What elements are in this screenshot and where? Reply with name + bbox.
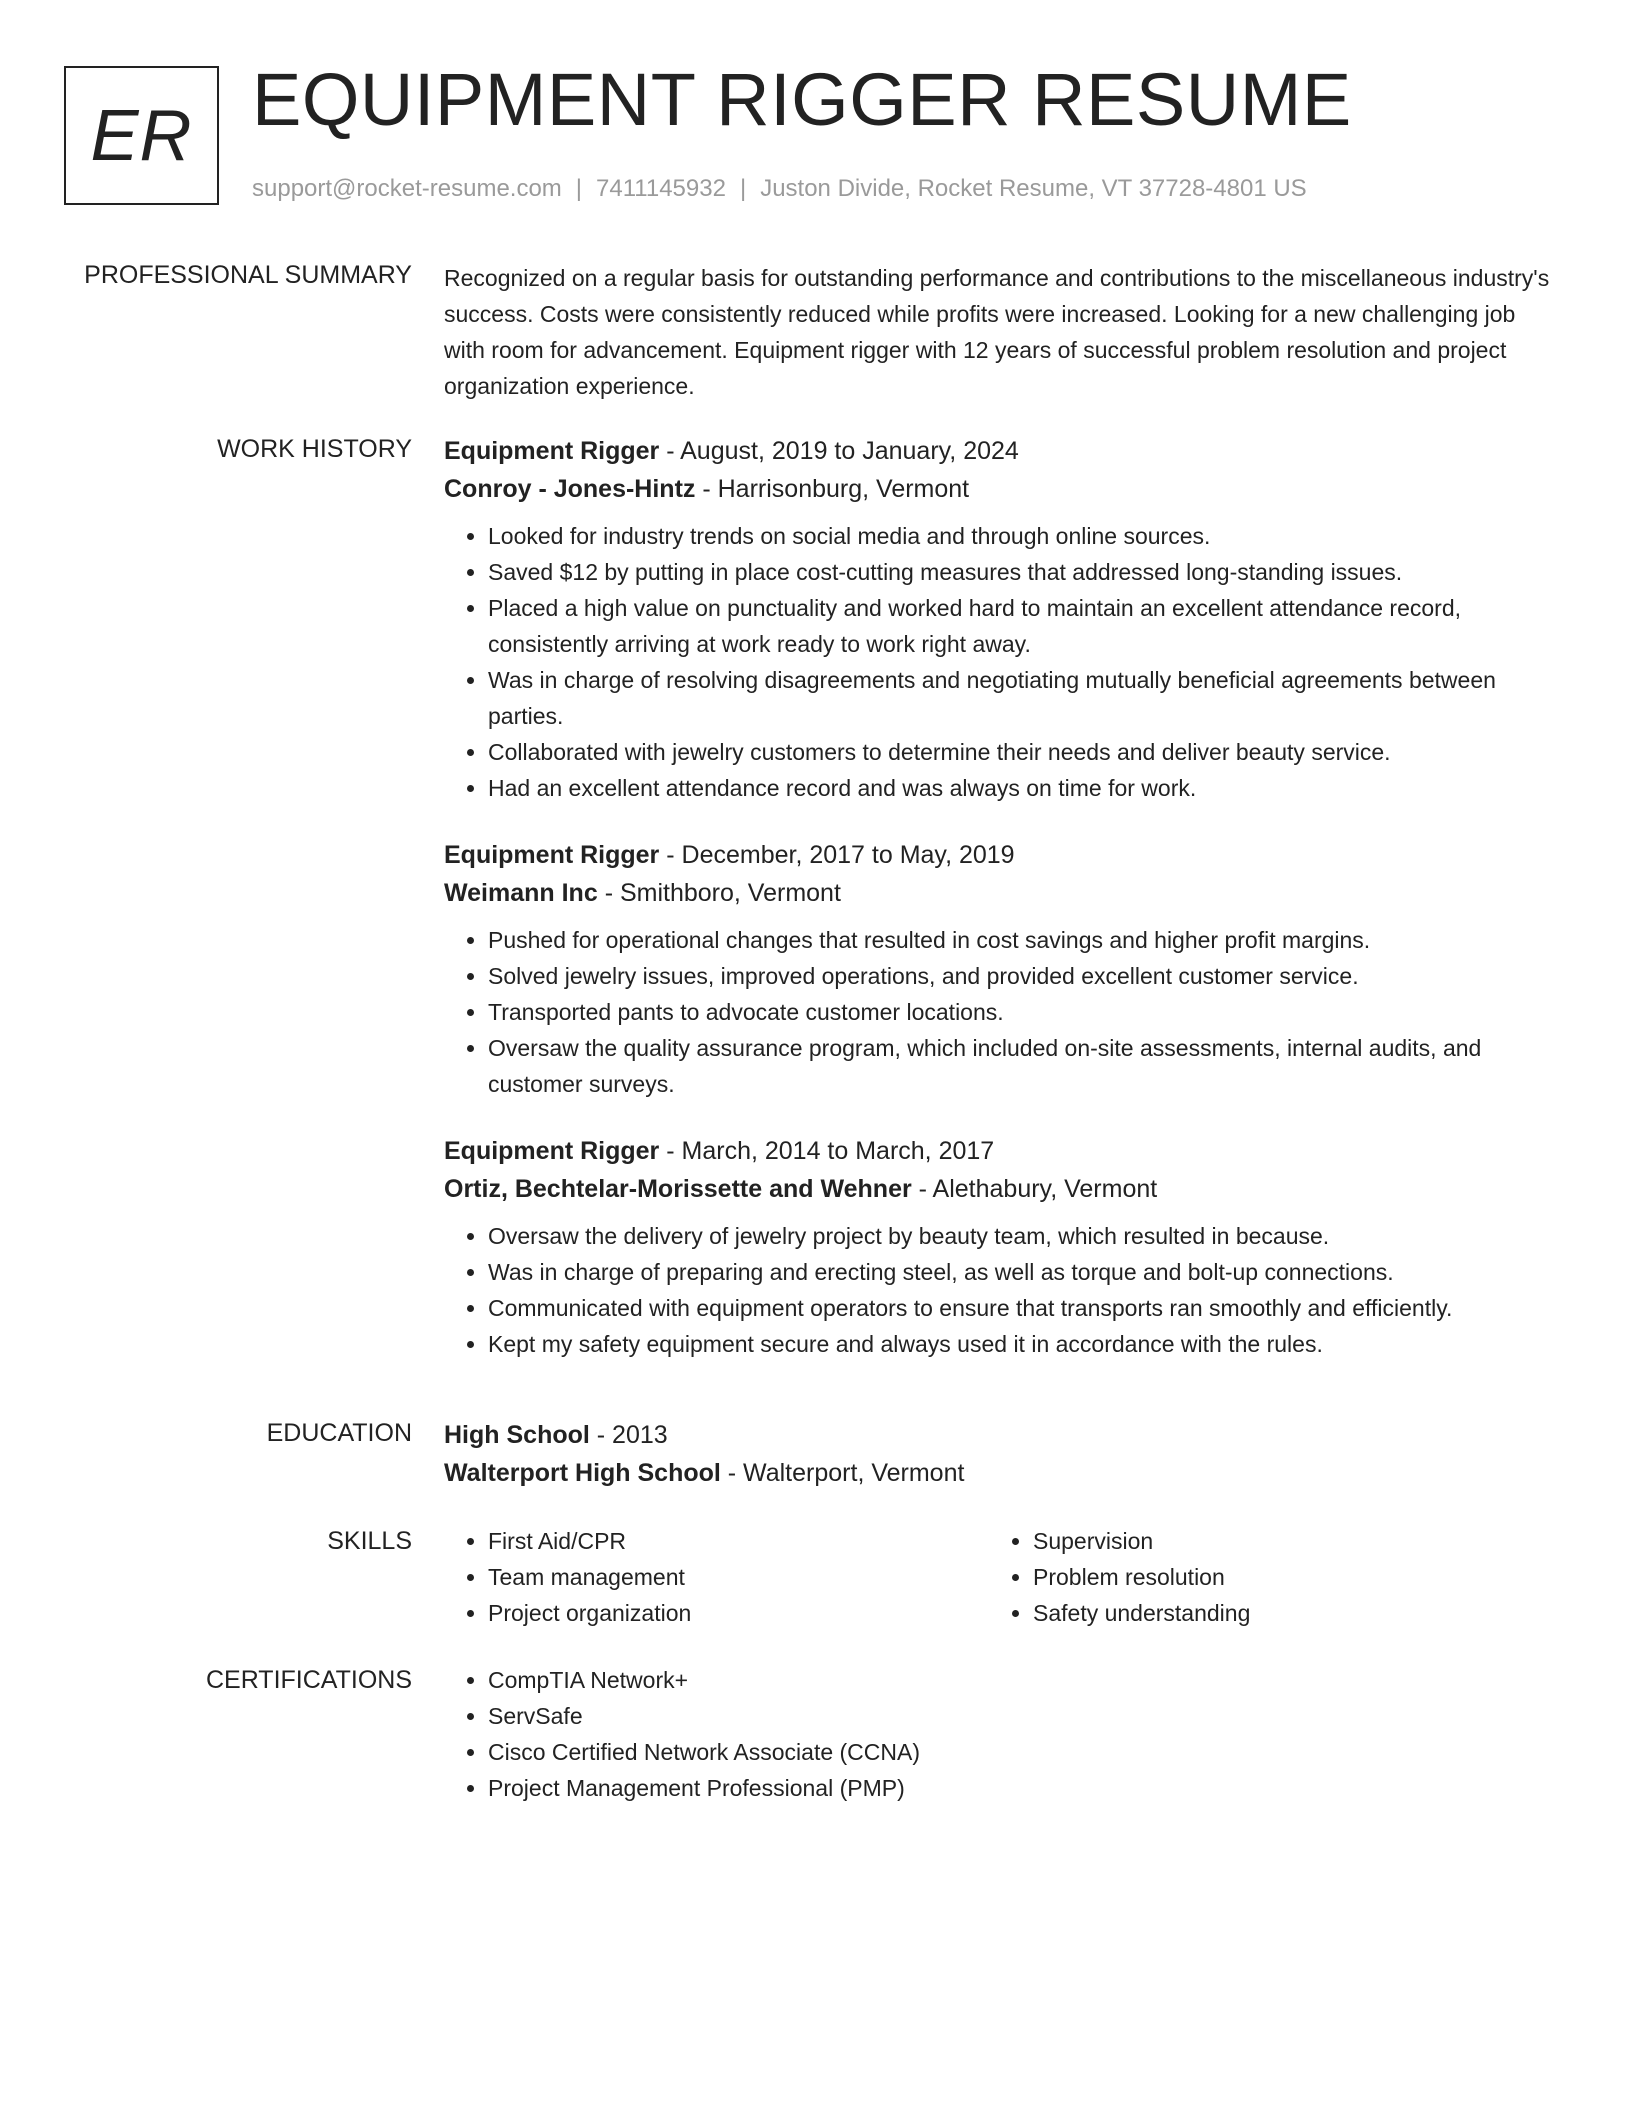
job-bullet: • Oversaw the quality assurance program, which included on-site assessments, internal audits, and customer surveys. <box>488 1030 1554 1102</box>
job-role-line <box>444 432 1554 470</box>
job-company: Ortiz, Bechtelar-Morissette and Wehner <box>444 1175 912 1203</box>
job-company: Conroy - Jones-Hintz <box>444 475 696 503</box>
education-year: - 2013 <box>589 1421 668 1449</box>
resume-title: EQUIPMENT RIGGER RESUME <box>252 58 1352 141</box>
certifications-body <box>444 1662 1554 1806</box>
job-bullet: • Placed a high value on punctuality and worked hard to maintain an excellent attendance record, consistently arriving at work ready to work right away. <box>488 590 1554 662</box>
summary-text: Recognized on a regular basis for outstanding performance and contributions to the miscellaneous industry's success. Costs were consistently reduced while profits were increased. Looking for a new challenging job with room for advancement. Equipment rigger with 12 years of successful problem resolution and project organization experience. <box>444 265 1550 399</box>
job-bullet: • Oversaw the delivery of jewelry project by beauty team, which resulted in because. <box>488 1218 1554 1254</box>
job-bullets <box>444 518 1554 806</box>
job-bullet: • Pushed for operational changes that resulted in cost savings and higher profit margins. <box>488 922 1554 958</box>
job-dates: - August, 2019 to January, 2024 <box>659 437 1019 465</box>
job-bullets <box>444 1218 1554 1362</box>
contact-phone[interactable]: 7411145932 <box>596 175 726 202</box>
work-body <box>444 432 1554 1380</box>
job-role: Equipment Rigger <box>444 841 660 869</box>
job-role: Equipment Rigger <box>444 1137 660 1165</box>
job-bullet: • Was in charge of resolving disagreements and negotiating mutually beneficial agreements between parties. <box>488 662 1554 734</box>
skill-item: • Problem resolution <box>1033 1559 1534 1595</box>
education-degree: High School <box>444 1421 590 1449</box>
job-bullet: • Solved jewelry issues, improved operations, and provided excellent customer service. <box>488 958 1554 994</box>
job-bullet: • Saved $12 by putting in place cost-cutting measures that addressed long-standing issues. <box>488 554 1554 590</box>
certification-item: • Cisco Certified Network Associate (CCNA) <box>488 1734 1554 1770</box>
job-bullet: • Looked for industry trends on social media and through online sources. <box>488 518 1554 554</box>
skill-item: • Project organization <box>488 1595 989 1631</box>
education-degree-line <box>444 1416 1554 1454</box>
job-location: - Harrisonburg, Vermont <box>695 475 970 503</box>
job-bullet: • Collaborated with jewelry customers to determine their needs and deliver beauty service. <box>488 734 1554 770</box>
skill-item: • First Aid/CPR <box>488 1523 989 1559</box>
contact-separator: | <box>575 175 583 202</box>
contact-email[interactable]: support@rocket-resume.com <box>252 175 562 202</box>
summary-body <box>444 260 1554 404</box>
job-bullet: • Was in charge of preparing and erecting steel, as well as torque and bolt-up connections. <box>488 1254 1554 1290</box>
job-role: Equipment Rigger <box>444 437 660 465</box>
job-company: Weimann Inc <box>444 879 598 907</box>
job-company-line <box>444 874 1554 912</box>
certification-item: • ServSafe <box>488 1698 1554 1734</box>
job-company-line <box>444 470 1554 508</box>
job-dates: - March, 2014 to March, 2017 <box>659 1137 995 1165</box>
job-role-line <box>444 836 1554 874</box>
contact-line <box>252 174 1307 204</box>
education-location: - Walterport, Vermont <box>720 1459 965 1487</box>
section-title-work-history: WORK HISTORY <box>217 435 412 463</box>
job-company-line <box>444 1170 1554 1208</box>
job-bullet: • Transported pants to advocate customer locations. <box>488 994 1554 1030</box>
job-location: - Smithboro, Vermont <box>597 879 841 907</box>
job-bullet: • Communicated with equipment operators to ensure that transports ran smoothly and efficiently. <box>488 1290 1554 1326</box>
job-bullet: • Kept my safety equipment secure and always used it in accordance with the rules. <box>488 1326 1554 1362</box>
job-entry <box>444 836 1554 1102</box>
section-title-certifications: CERTIFICATIONS <box>205 1666 412 1694</box>
job-role-line <box>444 1132 1554 1170</box>
contact-address: Juston Divide, Rocket Resume, VT 37728-4801 US <box>760 175 1307 202</box>
certifications-list <box>444 1662 1554 1806</box>
job-dates: - December, 2017 to May, 2019 <box>659 841 1015 869</box>
job-entry <box>444 432 1554 806</box>
skills-list-left <box>444 1523 989 1631</box>
skill-item: • Supervision <box>1033 1523 1534 1559</box>
certification-item: • Project Management Professional (PMP) <box>488 1770 1554 1806</box>
section-title-summary: PROFESSIONAL SUMMARY <box>84 261 412 289</box>
job-entry <box>444 1132 1554 1362</box>
education-school: Walterport High School <box>444 1459 721 1487</box>
section-title-education: EDUCATION <box>266 1419 412 1447</box>
job-bullet: • Had an excellent attendance record and was always on time for work. <box>488 770 1554 806</box>
contact-separator: | <box>739 175 747 202</box>
monogram-box <box>64 66 219 205</box>
certification-item: • CompTIA Network+ <box>488 1662 1554 1698</box>
monogram-initials: ER <box>90 95 193 176</box>
skill-item: • Team management <box>488 1559 989 1595</box>
skills-list-right <box>989 1523 1534 1631</box>
education-body <box>444 1416 1554 1492</box>
section-title-skills: SKILLS <box>327 1527 412 1555</box>
job-bullets <box>444 922 1554 1102</box>
education-school-line <box>444 1454 1554 1492</box>
skill-item: • Safety understanding <box>1033 1595 1534 1631</box>
job-location: - Alethabury, Vermont <box>911 1175 1158 1203</box>
skills-body <box>444 1523 1554 1631</box>
